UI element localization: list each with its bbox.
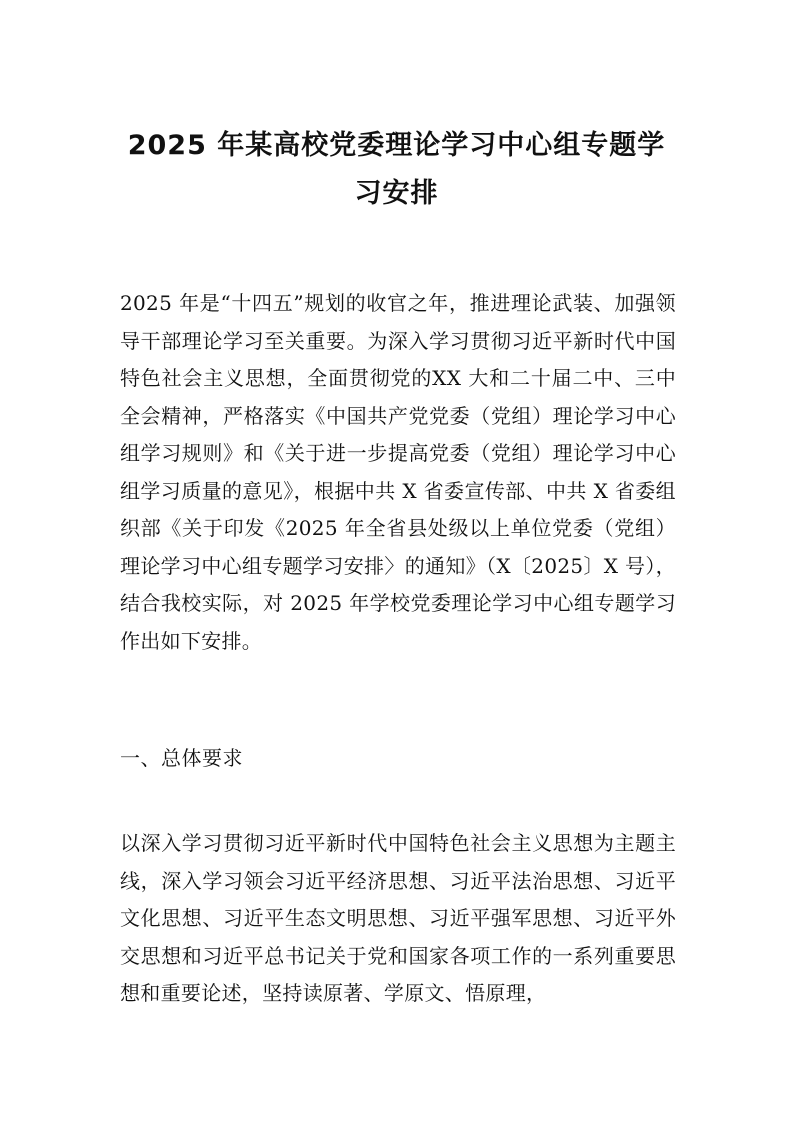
section-heading: 一、总体要求 — [120, 746, 243, 770]
document-title: 2025 年某高校党委理论学习中心组专题学习安排 — [127, 130, 666, 209]
section-paragraph: 以深入学习贯彻习近平新时代中国特色社会主义思想为主题主线，深入学习领会习近平经济思想、习近平法治思想、习近平文化思想、习近平生态文明思想、习近平强军思想、习近平外交思想和习近平总书记关于党和国家各项工作的一系列重要思想和重要论述，坚持读原著、学原文、悟原理， — [120, 831, 676, 1005]
intro-paragraph: 2025 年是“十四五”规划的收官之年，推进理论武装、加强领导干部理论学习至关重要。为深入学习贯彻习近平新时代中国特色社会主义思想，全面贯彻党的XX 大和二十届二中、三中全会精神，严格落实《中国共产党党委（党组）理论学习中心组学习规则》和《关于进一步提高党委（党组）理论学习中心组学习质量的意见》，根据中共 X 省委宣传部、中共 X 省委组织部《关于印发《2025 年全省县处级以上单位党委（党组）理论学习中心组专题学习安排〉的通知》（X〔2025〕X 号），结合我校实际，对 2025 年学校党委理论学习中心组专题学习作出如下安排。 — [120, 291, 676, 653]
